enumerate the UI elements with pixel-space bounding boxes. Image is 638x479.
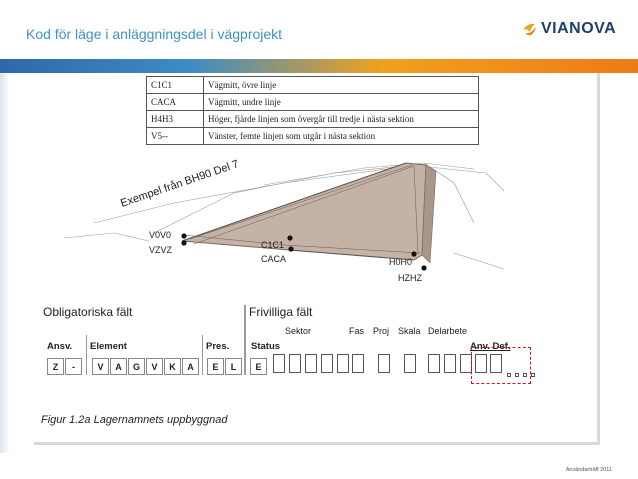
- header-fas: Fas: [349, 326, 365, 336]
- logo-text: VIANOVA: [541, 20, 617, 37]
- ansv-char-box: -: [65, 358, 82, 375]
- optional-field-box: [289, 354, 301, 373]
- label-caca: CACA: [261, 254, 287, 264]
- page-title: Kod för läge i anläggningsdel i vägprojekt: [26, 26, 283, 42]
- element-char-box: A: [110, 358, 127, 375]
- optional-field-box: [273, 354, 285, 373]
- header-proj: Proj: [373, 326, 390, 336]
- vianova-logo-icon: [521, 21, 539, 37]
- left-shadow: [0, 73, 10, 453]
- desc-cell: Vägmitt, övre linje: [204, 77, 479, 94]
- code-cell: CACA: [147, 94, 204, 111]
- header-sektor: Sektor: [285, 326, 312, 336]
- header-anv-def: Anv. Def.: [470, 341, 511, 352]
- anv-def-highlight: [471, 347, 531, 384]
- element-char-box: A: [182, 358, 199, 375]
- optional-field-box: [444, 354, 456, 373]
- separator: [202, 335, 203, 375]
- h0h0-point: [411, 251, 416, 256]
- optional-field-box: [352, 354, 364, 373]
- element-char-box: K: [164, 358, 181, 375]
- c1c1-point: [287, 235, 292, 240]
- road-surface: [182, 163, 426, 260]
- code-cell: V5--: [147, 128, 204, 145]
- element-char-box: G: [128, 358, 145, 375]
- header-pres: Pres.: [206, 341, 230, 352]
- header-stripe: [0, 59, 638, 73]
- label-vzvz: VZVZ: [149, 245, 173, 255]
- status-char-box: E: [250, 358, 267, 375]
- label-h0h0: H0H0: [389, 257, 413, 267]
- label-v0v0: V0V0: [149, 230, 172, 240]
- example-text: Exempel från BH90 Del 7: [119, 158, 241, 210]
- desc-cell: Vänster, femte linjen som utgår i nästa sektion: [204, 128, 479, 145]
- element-char-box: V: [92, 358, 109, 375]
- separator: [244, 305, 246, 375]
- pres-char-box: L: [225, 358, 242, 375]
- label-c1c1: C1C1: [261, 240, 285, 250]
- element-char-box: V: [146, 358, 163, 375]
- label-hzhz: HZHZ: [398, 273, 422, 283]
- optional-field-box: [321, 354, 333, 373]
- v0v0-point: [181, 233, 186, 238]
- pres-char-box: E: [207, 358, 224, 375]
- optional-field-box: [404, 354, 416, 373]
- header-status: Status: [251, 341, 281, 352]
- header-skala: Skala: [398, 326, 421, 336]
- separator: [86, 335, 87, 375]
- optional-field-box: [378, 354, 390, 373]
- header-delarbete: Delarbete: [428, 326, 468, 336]
- desc-cell: Höger, fjärde linjen som övergår till tredje i nästa sektion: [204, 111, 479, 128]
- code-cell: H4H3: [147, 111, 204, 128]
- optional-title: Frivilliga fält: [249, 305, 313, 319]
- caca-point: [288, 246, 293, 251]
- vzvz-point: [181, 240, 186, 245]
- figure-caption: Figur 1.2a Lagernamnets uppbyggnad: [41, 414, 228, 426]
- desc-cell: Vägmitt, undre linje: [204, 94, 479, 111]
- layer-name-figure: [34, 73, 600, 445]
- ansv-char-box: Z: [47, 358, 64, 375]
- optional-field-box: [337, 354, 349, 373]
- footer-text: Användarträff 2011: [565, 467, 612, 473]
- hzhz-point: [421, 265, 426, 270]
- optional-small-box: [531, 373, 535, 377]
- header-element: Element: [90, 341, 127, 352]
- obligatory-title: Obligatoriska fält: [43, 305, 133, 319]
- optional-field-box: [305, 354, 317, 373]
- header-ansv: Ansv.: [47, 341, 73, 352]
- optional-field-box: [428, 354, 440, 373]
- road-illustration: [34, 73, 600, 288]
- code-cell: C1C1: [147, 77, 204, 94]
- vianova-logo: [521, 20, 616, 38]
